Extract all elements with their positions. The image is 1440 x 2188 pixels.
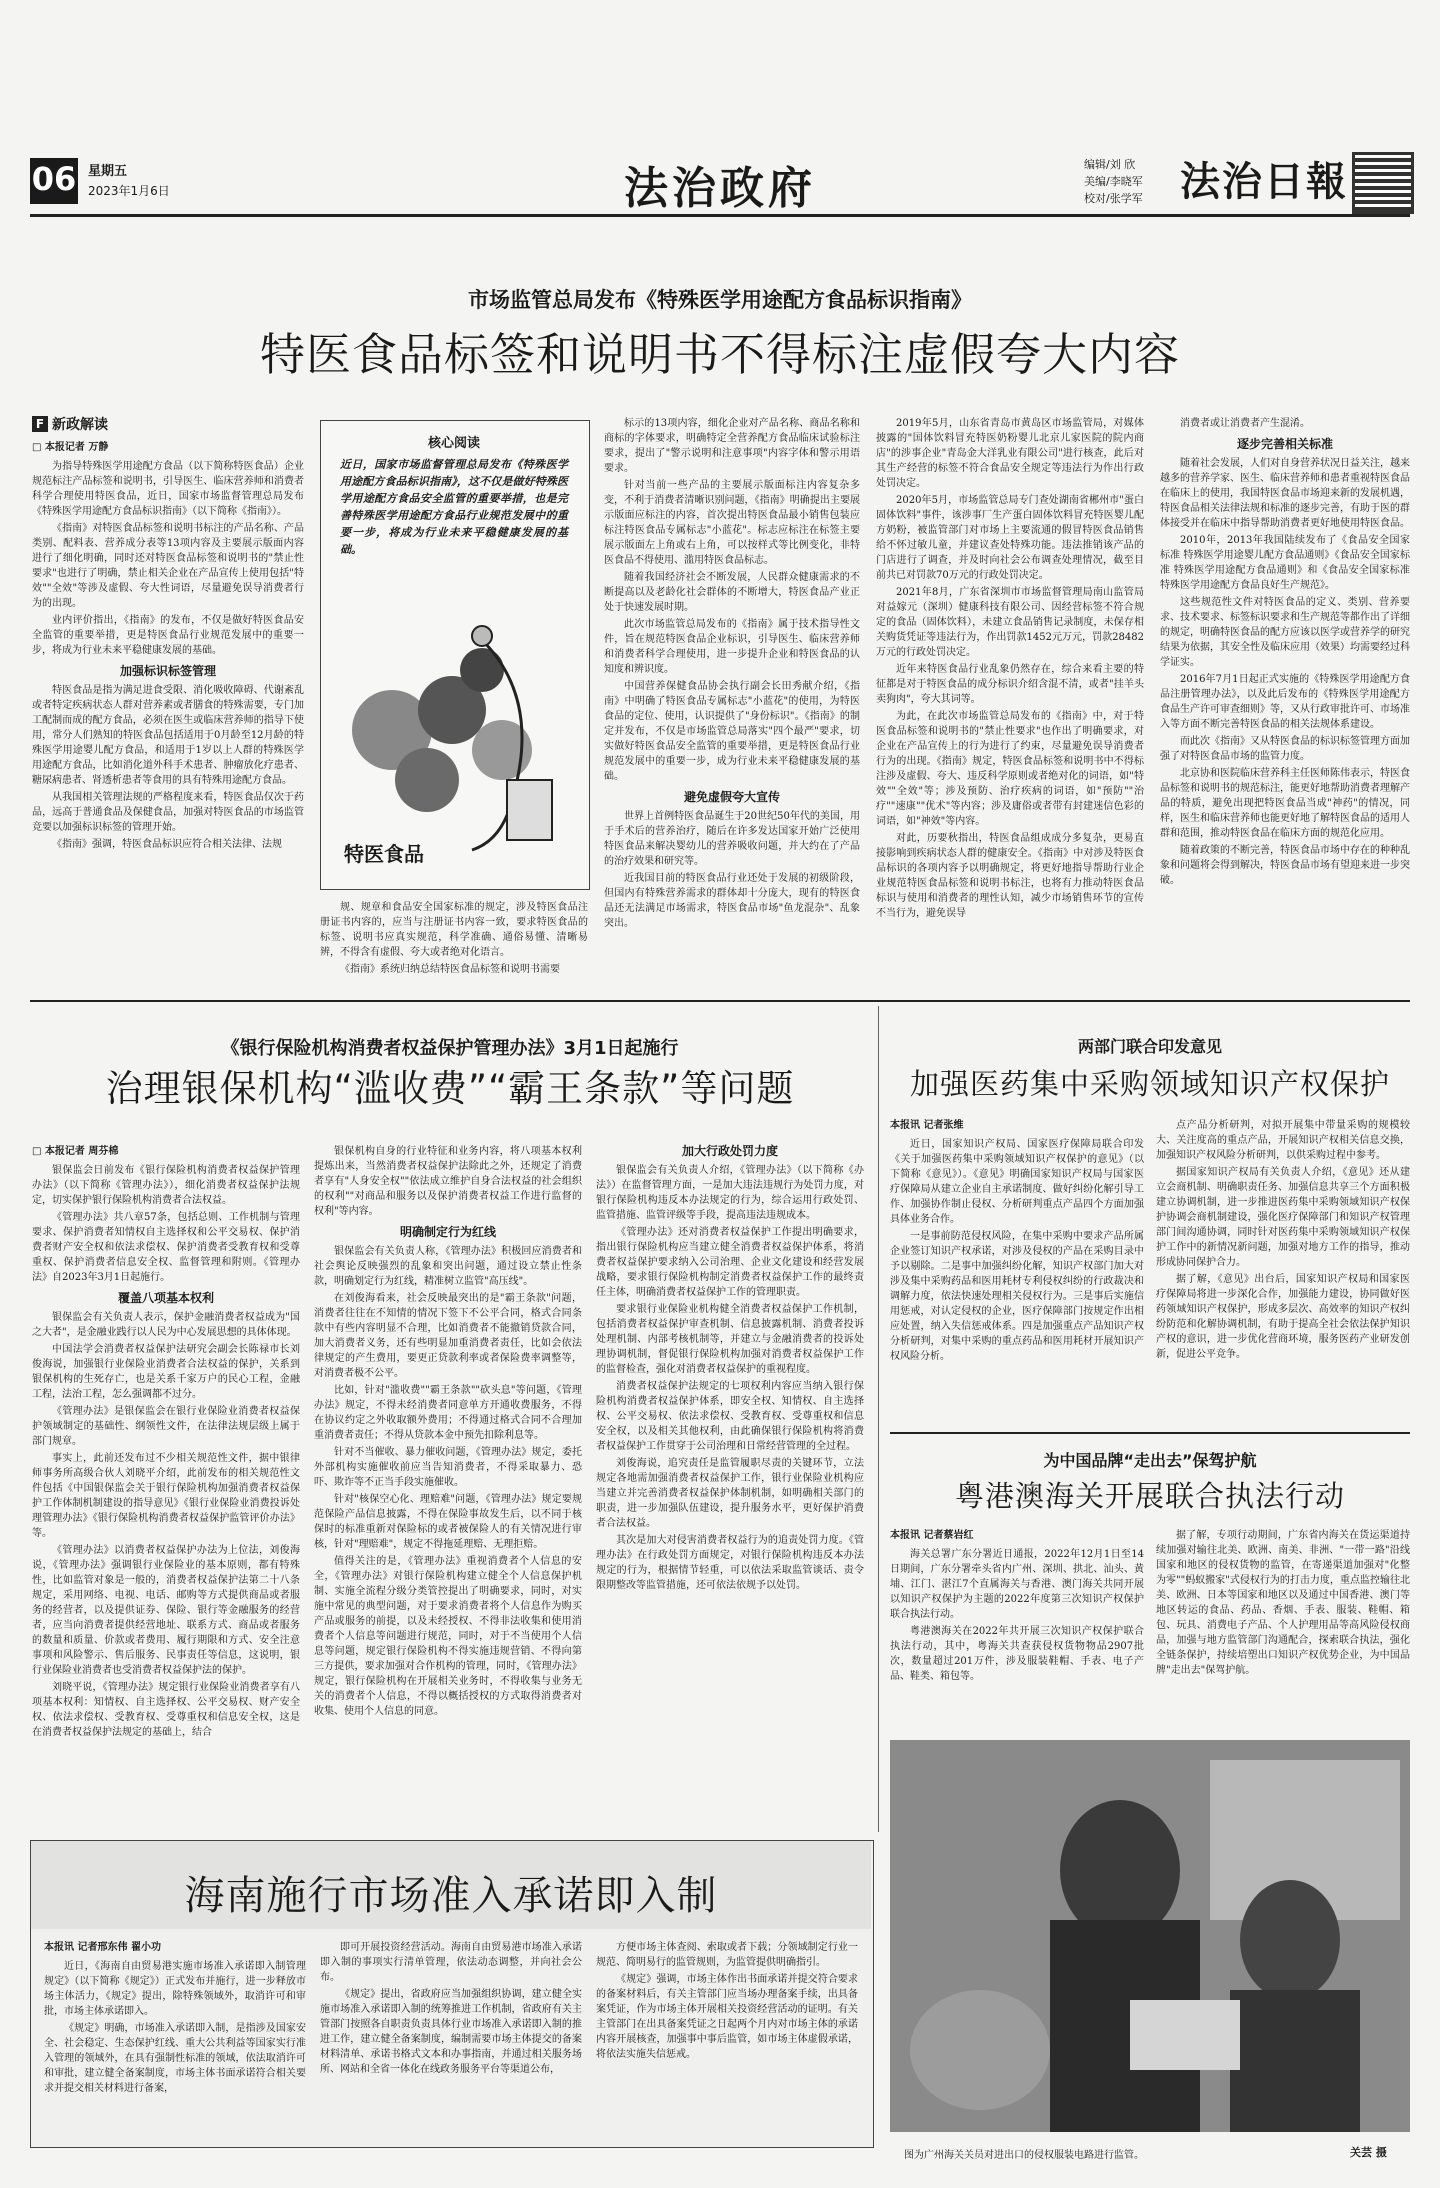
subheading: 加大行政处罚力度	[681, 1144, 778, 1158]
medical-column-1	[890, 1118, 1144, 1418]
paragraph: 近年来特医食品行业乱象仍然存在，综合来看主要的特征都是对于特医食品的成分标识介绍含混不清，或者"挂羊头卖狗肉"，夸大其词等。	[876, 664, 1144, 705]
lead-column-4	[604, 416, 860, 984]
bank-headline: 治理银保机构“滥收费”“霸王条款”等问题	[105, 1067, 795, 1110]
paragraph: 消费者权益保护法规定的七项权利内容应当纳入银行保险机构消费者权益保护体系，即安全权、知情权、自主选择权、公平交易权、依法求偿权、受教育权、受尊重权和信息安全权，以及相关其他权利，由此确保银行保险机构将消费者权益保护工作贯穿于公司治理和日常经营管理的全过程。	[596, 1381, 864, 1452]
paragraph: 随着政策的不断完善，特医食品市场中存在的种种乱象和问题将会得到解决，特医食品市场有望迎来进一步突破。	[1160, 845, 1410, 886]
hainan-column-3	[596, 1940, 858, 2136]
subheading: 加强标识标签管理	[119, 664, 216, 678]
customs-column-1	[890, 1528, 1144, 1728]
paragraph: 《管理办法》共八章57条，包括总则、工作机制与管理要求、保护消费者知情权自主选择权和公平交易权、保护消费者财产安全权和依法求偿权、保护消费者受教育权和受尊重权、保护消费者信息安全权、监督管理和附则。《管理办法》自2023年3月1日起施行。	[32, 1212, 300, 1283]
editor-line-1: 编辑/刘 欣	[1084, 158, 1136, 171]
lead-kicker: 市场监管总局发布《特殊医学用途配方食品标识指南》	[468, 288, 972, 312]
paragraph: 随着社会发展，人们对自身营养状况日益关注，越来越多的营养学家、医生、临床营养师和患者重视特医食品在临床上的使用，我国特医食品市场迎来新的发展机遇，特医食品相关法律法规和标准的逐步完善，有助于医的群体接受并在临床中指导帮助消费者更好地使用特医食品。	[1160, 458, 1410, 529]
paragraph: 点产品分析研判，对拟开展集中带量采购的规模较大、关注度高的重点产品，开展知识产权相关信息交换，加强知识产权风险分析研判，以供采购过程中参考。	[1156, 1120, 1410, 1161]
paragraph: 2016年7月1日起正式实施的《特殊医学用途配方食品注册管理办法》，以及此后发布的《特殊医学用途配方食品生产许可审查细则》等，又从行政审批许可、市场准入等方面不断完善特医食品的相关法规体系建设。	[1160, 674, 1410, 730]
paragraph: 海关总署广东分署近日通报，2022年12月1日至14日期间，广东分署牵头省内广州、深圳、拱北、汕头、黄埔、江门、湛江7个直属海关与香港、澳门海关共同开展以知识产权保护为主题的2022年度第三次知识产权保护联合执法行动。	[890, 1549, 1144, 1620]
paragraph: 银保监会有关负责人表示，保护金融消费者权益成为"国之大者"，是金融业践行以人民为中心发展思想的具体体现。	[32, 1312, 300, 1338]
paragraph: 一是事前防范侵权风险，在集中采购中要求产品所属企业签订知识产权承诺，对涉及侵权的产品在采购目录中予以剔除。二是事中加强纠纷化解，知识产权部门加大对涉及集中采购药品和医用耗材专利侵权纠纷的行政裁决和调解力度，依法快速处理相关侵权行为。三是事后实施信用惩戒，对认定侵权的企业，医疗保障部门按规定作出相应处置，纳入失信惩戒体系。四是加强重点产品知识产权分析研判，对集中采购的重点药品和医用耗材开展知识产权风险分析。	[890, 1231, 1144, 1362]
bank-kicker: 《银行保险机构消费者权益保护管理办法》3月1日起施行	[221, 1038, 679, 1059]
medical-headline: 加强医药集中采购领域知识产权保护	[909, 1067, 1390, 1101]
paragraph: 中国法学会消费者权益保护法研究会副会长陈禄市长刘俊海说，加强银行业保险业消费者合法权益的保护，关系到银保机构的生死存亡，也是关系千家万户的民心工程，金融工程，法治工程，怎么强调都不过分。	[32, 1344, 300, 1400]
paragraph: 为指导特殊医学用途配方食品（以下简称特医食品）企业规范标注产品标签和说明书，引导医生、临床营养师和消费者科学合理使用特医食品，近日，国家市场监督管理总局发布《特殊医学用途配方食品标识指南》（以下简称《指南》）。	[32, 461, 304, 517]
hainan-byline: 本报讯 记者邢东伟 翟小功	[44, 1942, 161, 1953]
paragraph: 据了解，《意见》出台后，国家知识产权局和国家医疗保障局将进一步深化合作，加强能力建设，协同做好医药领域知识产权保护，形成多层次、高效率的知识产权纠纷防范和化解协调机制，有助于提高全社会依法保护知识产权的意识，进一步优化营商环境，服务医药产业研发创新，促进公平竞争。	[1156, 1274, 1410, 1360]
paragraph: 2021年8月，广东省深圳市市场监督管理局南山监管局对益嫁元（深圳）健康科技有限公司、因经营标签不符合规定的食品（固体饮料），未建立食品销售记录制度，未保存相关购货凭证等违法行为，作出罚款1452元万元，罚款28482万元的行政处罚决定。	[876, 587, 1144, 658]
paragraph: 2020年5月，市场监管总局专门查处湖南省郴州市"蛋白固体饮料"事件，该涉事厂生产蛋白固体饮料冒充特医婴儿配方奶粉，被监管部门对市场上主要流通的假冒特医食品销售给不怀过敏儿童，并建议查处特殊功能。违法推销该产品的门店进行了调查，并及时向社会公布调查处理情况，截至目前共已对罚款70万元的行政处罚决定。	[876, 495, 1144, 581]
customs-kicker: 为中国品牌“走出去”保驾护航	[1043, 1451, 1257, 1470]
subheading: 逐步完善相关标准	[1236, 437, 1333, 451]
paragraph: 《管理办法》还对消费者权益保护工作提出明确要求，指出银行保险机构应当建立健全消费者权益保护体系，将消费者权益保护要求纳入公司治理、企业文化建设和经营发展战略，要求银行保险机构制定消费者权益保护工作的最终责任主体，明确消费者权益保护工作的管理职责。	[596, 1227, 864, 1298]
paragraph: 规、规章和食品安全国家标准的规定，涉及特医食品注册证书内容的，应当与注册证书内容一致，要求特医食品的标签、说明书应真实规范，科学准确、通俗易懂、清晰易辨，不得含有虚假、夸大或者绝对化语言。	[320, 902, 588, 958]
lead-headline: 特医食品标签和说明书不得标注虚假夸大内容	[259, 328, 1180, 381]
column-tag-icon: F	[32, 416, 48, 432]
paragraph: 近日，《海南自由贸易港实施市场准入承诺即入制管理规定》（以下简称《规定》）正式发布并施行，进一步释放市场主体活力，《规定》提出，除特殊领域外，取消许可和审批，市场主体承诺即入。	[44, 1961, 306, 2017]
paragraph: 刘俊海说，追究责任是监管履职尽责的关键环节，立法规定各地需加强消费者权益保护工作，银行业保险业机构应当建立并完善消费者权益保护体制机制，如明确相关部门的职责，进一步加强队伍建设，提升服务水平，更好保护消费者合法权益。	[596, 1458, 864, 1529]
column-tag: 新政解读	[52, 417, 108, 433]
paragraph: 《指南》强调，特医食品标识应符合相关法律、法规	[52, 839, 282, 850]
paragraph: 业内评价指出，《指南》的发布，不仅是做好特医食品安全监管的重要举措，更是特医食品行业规范发展中的重要一步，将成为行业未来平稳健康发展的基础。	[32, 615, 304, 656]
paragraph: 为此，在此次市场监管总局发布的《指南》中，对于特医食品标签和说明书的"禁止性要求"也作出了明确要求，对企业在产品宣传上的行为进行了约束，尽量避免误导消费者行为的出现。《指南》规定，特医食品标签和说明书中不得标注涉及虚假、夸大、违反科学原则或者绝对化的词语，如"特效""全效"等；涉及预防、治疗疾病的词语，如"预防""治疗""速康""优术"等内容；涉及庸俗或者带有封建迷信色彩的词语，如"神效"等内容。	[876, 711, 1144, 827]
lead-column-6	[1160, 416, 1410, 984]
illustration-label: 特医食品	[344, 842, 424, 866]
paragraph: 在刘俊海看来，社会反映最突出的是"霸王条款"问题，消费者往往在不知情的情况下签下不公平合同，格式合同条款中有些内容明显不合理，比如消费者不能撤销贷款合同，加大消费者义务，还有些明显加重消费者责任，比如会依法律规定的产生费用，要更正贷款利率或者保险费率调整等，对消费者极不公平。	[314, 1293, 582, 1379]
paragraph: 要求银行业保险业机构健全消费者权益保护工作机制，包括消费者权益保护审查机制、信息披露机制、消费者投诉处理机制、内部考核机制等，并建立与金融消费者的投诉处理协调机制，督促银行保险机构加强对消费者权益保护工作的监督检查，强化对消费者权益保护的重视程度。	[596, 1304, 864, 1375]
header-rule	[30, 214, 1410, 217]
lead-byline: □ 本报记者 万静	[32, 442, 109, 453]
customs-photo-credit: 关芸 摄	[1350, 2146, 1387, 2159]
bank-column-2	[314, 1144, 582, 1824]
paragraph: 比如，针对"滥收费""霸王条款""砍头息"等问题，《管理办法》规定，不得未经消费者同意单方开通收费服务，不得在协议约定之外收取额外费用；不得通过格式合同不合理加重消费者责任；不得从贷款本金中预先扣除利息等。	[314, 1385, 582, 1441]
paragraph: 标示的13项内容，细化企业对产品名称、商品名称和商标的字体要求，明确特定全营养配方食品临床试验标注要求，提出了"警示说明和注意事项"内容字体和警示用语要求。	[604, 418, 860, 474]
lead-column-3	[320, 900, 588, 984]
paragraph: 近日，国家知识产权局、国家医疗保障局联合印发《关于加强医药集中采购领域知识产权保护的意见》（以下简称《意见》）。《意见》明确国家知识产权局与国家医疗保障局从建立企业自主承诺制度、做好纠纷化解引导工作、加强协作制止侵权、分析研判重点产品四个方面加强具体业务合作。	[890, 1139, 1144, 1225]
paragraph: 银保监会有关负责人称，《管理办法》积极回应消费者和社会舆论反映强烈的乱象和突出问题，通过设立禁止性条款，明确划定行为红线，精准树立监管"高压线"。	[314, 1246, 582, 1287]
paragraph: 银保监会有关负责人介绍，《管理办法》（以下简称《办法》）在监督管理方面，一是加大违法违规行为处罚力度，对银行保险机构违反本办法规定的行为，综合运用行政处罚、监管措施、监管评级等手段，提高违法违规成本。	[596, 1165, 864, 1221]
paragraph: 银保监会日前发布《银行保险机构消费者权益保护管理办法》（以下简称《管理办法》），细化消费者权益保护法规定，切实保护银行保险机构消费者合法权益。	[32, 1165, 300, 1206]
paragraph: 随着我国经济社会不断发展，人民群众健康需求的不断提高以及老龄化社会群体的不断增大，特医食品产业正处于快速发展时期。	[604, 572, 860, 613]
bank-column-3	[596, 1144, 864, 1824]
paragraph: 此次市场监管总局发布的《指南》属于技术指导性文件，旨在规范特医食品企业标识，引导医生、临床营养师和消费者科学合理使用，进一步提升企业和特医食品的认知度和辨识度。	[604, 619, 860, 675]
weekday: 星期五	[88, 164, 128, 179]
customs-byline: 本报讯 记者蔡岩红	[890, 1530, 974, 1541]
paragraph: 这些规范性文件对特医食品的定义、类别、营养要求、技术要求、标签标识要求和生产规范等都作出了详细的规定，明确特医食品的配方应该以医学或营养学的研究结果为依据，其安全性及临床应用（效果）均需要经过科学证实。	[1160, 597, 1410, 668]
paragraph: 特医食品是指为满足进食受限、消化吸收障碍、代谢紊乱或者特定疾病状态人群对营养素或者膳食的特殊需要，专门加工配制而成的配方食品，必须在医生或临床营养师的指导下使用，常分人们熟知的特医食品包括适用于0月龄至12月龄的特殊医学用途婴儿配方食品，和适用于1岁以上人群的特殊医学用途配方食品，比如消化道外科手术患者、肿瘤放化疗患者、糖尿病患者、肾透析患者等食用的具有特殊用途配方食品。	[32, 685, 304, 786]
paragraph: 《指南》系统归纳总结特医食品标签和说明书需要	[340, 964, 560, 975]
paragraph: 针对不当催收、暴力催收问题，《管理办法》规定，委托外部机构实施催收前应当告知消费者，不得采取暴力、恐吓、欺诈等不正当手段实施催收。	[314, 1447, 582, 1488]
issue-date: 2023年1月6日	[88, 184, 170, 198]
paragraph: 近我国目前的特医食品行业还处于发展的初级阶段，但国内有特殊营养需求的群体却十分庞大，现有的特医食品还无法满足市场需求，特医食品市场"鱼龙混杂"、乱象突出。	[604, 873, 860, 929]
customs-photo-caption: 图为广州海关关员对进出口的侵权服装电路进行监管。	[904, 2150, 1144, 2161]
hainan-headline: 海南施行市场准入承诺即入制	[184, 1873, 718, 1919]
bank-byline: □ 本报记者 周芬棉	[32, 1146, 119, 1157]
paragraph: 对此，历要秋指出，特医食品组成成分多复杂，更易直接影响到疾病状态人群的健康安全。《指南》中对涉及特医食品标识的各项内容予以明确规定，将更好地指导帮助行业企业规范特医食品标签和说明书标注，也将有力推动特医食品标识与使用和消费者的理性认知，减少市场销售环节的宣传不当行为，避免误导	[876, 833, 1144, 919]
medical-kicker: 两部门联合印发意见	[1077, 1037, 1222, 1056]
paragraph: 《管理办法》以消费者权益保护办法为上位法，刘俊海说，《管理办法》强调银行业保险业的基本原则，都有特殊性，比如监管对象是一般的，消费者权益保护法第二十八条规定，采用网络、电视、电话、邮购等方式提供商品或者服务的经营者，以及提供证券、保险、银行等金融服务的经营者，应当向消费者提供经营地址、联系方式、商品或者服务的数量和质量、价款或者费用、履行期限和方式、安全注意事项和风险警示、售后服务、民事责任等信息，这说明，银行业保险业消费者也受消费者权益保护法的保护。	[32, 1545, 300, 1676]
column-divider	[878, 1006, 879, 1832]
subheading: 覆盖八项基本权利	[117, 1291, 214, 1305]
bank-column-1	[32, 1144, 300, 1824]
customs-headline: 粤港澳海关开展联合执法行动	[954, 1479, 1345, 1513]
medical-column-2	[1156, 1118, 1410, 1418]
paragraph: 刘晓平说，《管理办法》规定银行业保险业消费者享有八项基本权利：知情权、自主选择权、公平交易权、财产安全权、依法求偿权、受教育权、受尊重权和信息安全权，这是在消费者权益保护法规定的基础上，结合	[32, 1682, 300, 1738]
lead-column-5	[876, 416, 1144, 984]
paragraph: 2019年5月，山东省青岛市黄岛区市场监管局，对媒体披露的"国体饮料冒充特医奶粉婴儿北京儿家医院的院内商店"的涉事企业"青岛金大洋乳业有限公司"进行核查，此后对其生产经营的标签不符合食品安全规定等违法行为作出行政处罚决定。	[876, 418, 1144, 489]
core-reading-title: 核心阅读	[427, 436, 480, 451]
illustration	[332, 580, 576, 876]
editor-line-3: 校对/张学军	[1084, 192, 1143, 205]
paragraph: 《规定》强调，市场主体作出书面承诺并提交符合要求的备案材料后，有关主管部门应当场办理备案手续，出具备案凭证，作为市场主体开展相关投资经营活动的证明。有关主管部门在出具备案凭证之日起两个月内对市场主体的承诺内容开展核查，加强事中事后监管，如市场主体虚假承诺，将依法实施失信惩戒。	[596, 1974, 858, 2060]
paragraph: 银保机构自身的行业特征和业务内容，将八项基本权利提炼出来，当然消费者权益保护法除此之外，还规定了消费者享有"人身安全权""依法成立维护自身合法权益的社会组织的权利""对商品和服务以及保护消费者权益工作进行监督的权利"等内容。	[314, 1146, 582, 1217]
section-divider	[890, 1432, 1410, 1434]
paragraph: 值得关注的是，《管理办法》重视消费者个人信息的安全，《管理办法》对银行保险机构建立健全个人信息保护机制、实施全流程分级分类管控提出了明确要求，同时，对实施中常见的典型问题，对于要求消费者将个人信息作为购买产品或服务的前提，以及未经授权、不得非法收集和使用消费者个人信息等问题进行规范，同时，对于不当使用个人信息等问题，规定银行保险机构不得实施违规营销、不得向第三方提供，要求加强对合作机构的管理，同时，《管理办法》规定，银行保险机构在开展相关业务时，不得收集与业务无关的消费者个人信息，不得以概括授权的方式取得消费者对收集、使用个人信息的同意。	[314, 1556, 582, 1717]
paragraph: 《规定》明确，市场准入承诺即入制，是指涉及国家安全、社会稳定、生态保护红线、重大公共利益等国家实行准入管理的领域外，在具有强制性标准的领域，依法取消许可和审批，建立健全备案制度，市场主体书面承诺符合相关要求并提交相关材料进行备案，	[44, 2023, 306, 2094]
hainan-column-2	[320, 1940, 582, 2136]
paragraph: 据了解，专项行动期间，广东省内海关在货运渠道持续加强对输往北美、欧洲、南美、非洲、"一带一路"沿线国家和地区的侵权货物的监管，在寄递渠道加强对"化整为零""蚂蚁搬家"式侵权行为的打击力度，重点监控输往北美、欧洲、日本等国家和地区以及通过中国香港、澳门等地区转运的食品、药品、香烟、手表、服装、鞋帽、箱包、玩具、消费电子产品、个人护理用品等高风险侵权商品，加强与地方监管部门沟通配合，探索联合执法，强化全链条保护，持续培塑出口知识产权优势企业，为中国品牌"走出去"保驾护航。	[1156, 1530, 1410, 1676]
paragraph: 而此次《指南》又从特医食品的标识标签管理方面加强了对特医食品市场的监管力度。	[1160, 736, 1410, 762]
page-number: 06	[31, 160, 77, 198]
paragraph: 粤港澳海关在2022年共开展三次知识产权保护联合执法行动，其中，粤海关共查获侵权货物物品2907批次，数量超过201万件，涉及服装鞋帽、手表、电子产品、鞋类、箱包等。	[890, 1626, 1144, 1682]
section-divider	[30, 1000, 1410, 1002]
paragraph: 据国家知识产权局有关负责人介绍，《意见》还从建立会商机制、明确职责任务、加强信息共享三个方面积极建立协调机制，进一步推进医药集中采购领域知识产权保护协调会商机制建设，强化医疗保障部门和知识产权管理部门间沟通协调，同时针对医药集中采购领域知识产权保护工作中的新情况新问题，加强对地方工作的指导，推动形成协同保护合力。	[1156, 1167, 1410, 1268]
paragraph: 事实上，此前还发布过不少相关规范性文件，据中银律师事务所高级合伙人刘晓平介绍，此前发布的相关规范性文件包括《中国银保监会关于银行保险机构加强消费者权益保护工作体制机制建设的指导意见》《银行业保险业消费投诉处理管理办法》《银行保险机构消费者权益保护监管评价办法》等。	[32, 1453, 300, 1539]
masthead-logo: 法治日報	[1180, 158, 1348, 205]
qr-code	[1352, 152, 1414, 214]
paragraph: 北京协和医院临床营养科主任医师陈伟表示，特医食品标签和说明书的规范标注，能更好地帮助消费者理解产品的特质，避免出现把特医食品当成"神药"的情况，同样，医生和临床营养师也能更好地了解特医食品的适用人群和范围，推动特医食品在临床方面的规范化应用。	[1160, 768, 1410, 839]
paragraph: 消费者或让消费者产生混淆。	[1180, 418, 1310, 429]
medical-byline: 本报讯 记者张维	[890, 1120, 964, 1131]
paragraph: 《管理办法》是银保监会在银行业保险业消费者权益保护领域制定的基础性、纲领性文件，在法律法规层级上属于部门规章。	[32, 1406, 300, 1447]
customs-photo	[890, 1740, 1410, 2132]
paragraph: 针对"核保空心化、理赔难"问题，《管理办法》规定要规范保险产品信息披露，不得在保险事故发生后，以不同于核保时的标准重新对保险标的或者被保险人的有关情况进行审核，针对"理赔难"，规定不得拖延理赔、无理拒赔。	[314, 1494, 582, 1550]
paragraph: 从我国相关管理法规的严格程度来看，特医食品仅次于药品，远高于普通食品及保健食品，加强对特医食品的市场监管竞要以加强标识标签的管理开始。	[32, 792, 304, 833]
paragraph: 即可开展投资经营活动。海南自由贸易港市场准入承诺即入制的事项实行清单管理，依法动态调整，并向社会公布。	[320, 1942, 582, 1983]
subheading: 避免虚假夸大宣传	[683, 790, 780, 804]
customs-column-2	[1156, 1528, 1410, 1728]
hainan-column-1	[44, 1940, 306, 2136]
paragraph: 方便市场主体查阅、索取或者下载；分领域制定行业一规范、简明易行的监管规则，为监管提供明确指引。	[596, 1942, 858, 1968]
editor-line-2: 美编/李晓军	[1084, 175, 1143, 188]
paragraph: 《规定》提出，省政府应当加强组织协调，建立健全实施市场准入承诺即入制的统筹推进工作机制，省政府有关主管部门按照各自职责负责具体行业市场准入承诺即入制的推进工作，建立健全备案制度，编制需要市场主体提交的备案材料清单、承诺书格式文本和办事指南，并通过相关服务场所、网站和全省一体化在线政务服务平台等渠道公布，	[320, 1989, 582, 2075]
paragraph: 《指南》对特医食品标签和说明书标注的产品名称、产品类别、配料表、营养成分表等13项内容及主要展示版面内容进行了细化明确，同时还对特医食品标签和说明书的"禁止性要求"也进行了明确，禁止相关企业在产品宣传上使用包括"特效""全效"等涉及虚假、夸大性词语，尽量避免误导消费者行为的出现。	[32, 523, 304, 609]
core-reading-text: 近日，国家市场监督管理总局发布《特殊医学用途配方食品标识指南》，这不仅是做好特殊医学用途配方食品安全监管的重要举措，也是完善特殊医学用途配方食品行业规范发展中的重要一步，将成为行业未来平稳健康发展的基础。	[340, 458, 568, 556]
section-title: 法治政府	[624, 163, 816, 214]
paragraph: 世界上首例特医食品诞生于20世纪50年代的美国，用于手术后的营养治疗，随后在许多发达国家开始广泛使用特医食品来解决婴幼儿的营养吸收问题，并大约在了产品的治疗效果和研究等。	[604, 811, 860, 867]
paragraph: 针对当前一些产品的主要展示版面标注内容复杂多变，不利于消费者清晰识别问题，《指南》明确提出主要展示版面应标注的内容，首次提出特医食品最小销售包装应标注特医食品专属标志"小蓝花"。标志应标注在标签主要展示版面左上角或右上角，可以按样式等比例变化，非特医食品不得使用、滥用特医食品标志。	[604, 480, 860, 566]
lead-column-1	[32, 440, 304, 980]
paragraph: 中国营养保健食品协会执行副会长田秀献介绍，《指南》中明确了特医食品专属标志"小蓝花"的使用，为特医食品的定位、使用，认识提供了"身份标识"。《指南》的制定并发布，不仅是市场监管总局落实"四个最严"要求，切实做好特医食品安全监管的重要举措，更是特医食品行业规范发展中的重要一步，成为行业未来平稳健康发展的基础。	[604, 681, 860, 782]
paragraph: 2010年，2013年我国陆续发布了《食品安全国家标准 特殊医学用途婴儿配方食品通则》《食品安全国家标准 特殊医学用途配方食品通则》和《食品安全国家标准 特殊医学用途配方食品良好生产规范》。	[1160, 535, 1410, 591]
subheading: 明确制定行为红线	[399, 1225, 496, 1239]
paragraph: 其次是加大对侵害消费者权益行为的追责处罚力度。《管理办法》在行政处罚方面规定，对银行保险机构违反本办法规定的行为，根据情节轻重，可以依法采取监管谈话、责令限期整改等监管措施，还可依法依规予以处罚。	[596, 1535, 864, 1591]
